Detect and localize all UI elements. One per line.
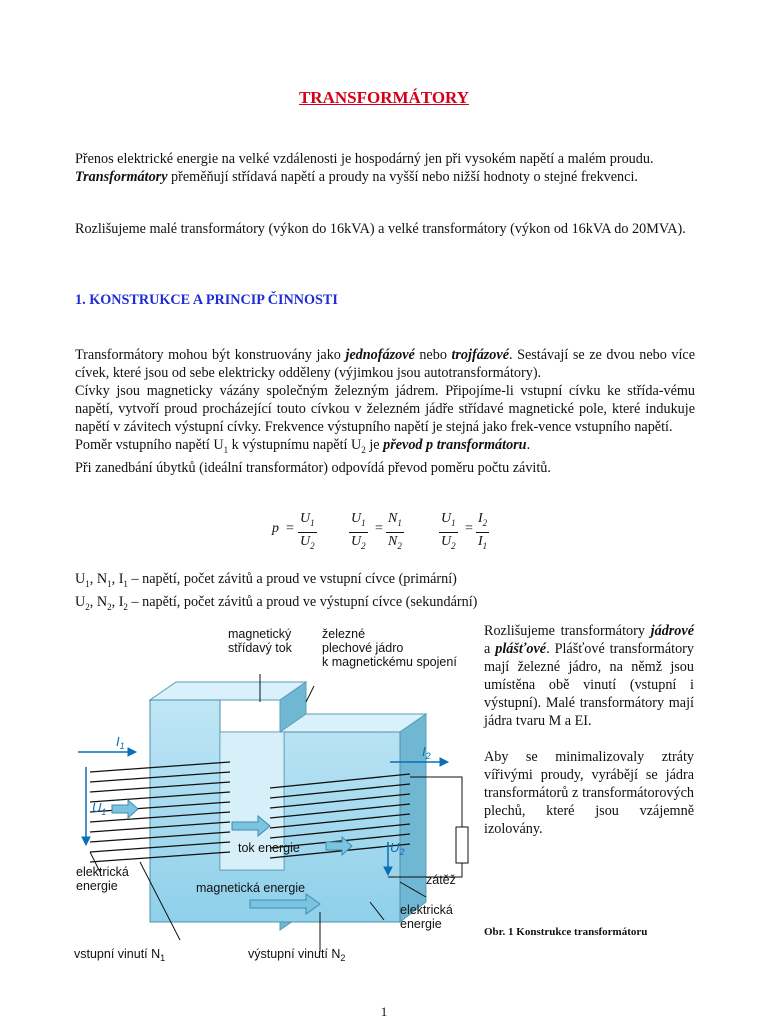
formula-eq-3: = — [465, 521, 473, 536]
intro-text-2-rest: přeměňují střídavá napětí a proudy na vyšší nebo nižší hodnoty o stejné frekvenci. — [167, 169, 638, 185]
intro-paragraph-1 — [75, 150, 695, 186]
formula-p: p — [272, 521, 279, 536]
legend-secondary: $U_2$, $N_2$, $I_2$ – napětí, počet závitů a proud ve výstupní cívce (sekundární) — [75, 593, 478, 612]
s1-l3-a: Poměr vstupního napětí U — [75, 437, 224, 453]
label-i2-text: I — [422, 744, 426, 759]
label-vystupni-text: výstupní vinutí N — [248, 947, 341, 961]
section1-line-3 — [75, 436, 695, 459]
frac-sub: 1 — [397, 517, 402, 528]
label-vystupni-vinuti — [248, 947, 345, 963]
side-paragraph-1 — [484, 622, 694, 730]
frac-sub: 2 — [482, 517, 488, 528]
intro-text-3: Rozlišujeme malé transformátory (výkon do 16kVA) a velké transformátory (výkon od 16kVA do 20MVA). — [75, 221, 686, 237]
formula-eq-2: = — [375, 521, 383, 536]
lg-i: I — [118, 593, 124, 610]
lg-sub: 2 — [123, 601, 128, 612]
label-plechove-jadro: plechové jádro — [322, 641, 404, 655]
side-p1-c: . Plášťové transformátory mají železné jádro, na němž jsou umístěna obě vinutí (vstupní i výstupní). Malé transformátory mají jádra tvaru M a EI. — [484, 641, 694, 729]
side-p1-b: a — [484, 641, 496, 657]
label-tok-energie: tok energie — [238, 841, 300, 855]
label-elektricka-in: elektrická — [76, 865, 129, 879]
variable-legend — [75, 570, 695, 616]
frac-var: U — [351, 511, 362, 526]
lg-sub: 1 — [123, 578, 128, 589]
label-vystupni-sub: 2 — [340, 953, 346, 963]
frac-var: N — [388, 511, 398, 526]
label-zelezne: železné — [322, 627, 366, 641]
side-paragraph-2: Aby se minimalizovaly ztráty vířivými proudy, vyrábějí se jádra transformátorů z transformátorových plechů, které jsou vzájemně izolovány. — [484, 749, 694, 837]
s1-text-a: Transformátory mohou být konstruovány jako — [75, 347, 346, 363]
lg-sub: 1 — [107, 578, 112, 589]
label-elektricka-out: elektrická — [400, 903, 453, 917]
side-text — [484, 622, 694, 838]
frac-var: I — [478, 511, 483, 526]
lg-sub: 2 — [107, 601, 112, 612]
label-u2-sub: 2 — [399, 847, 405, 857]
frac-var: U — [441, 533, 452, 549]
label-magneticky: magnetický — [228, 627, 292, 641]
label-energie-in: energie — [76, 879, 118, 893]
label-k-magnetickemu-spojeni: k magnetickému spojení — [322, 655, 457, 669]
lg-sub: 2 — [85, 601, 90, 612]
fraction-i2-i1 — [476, 510, 489, 555]
frac-var: I — [478, 533, 483, 549]
intro-text-2 — [75, 168, 695, 186]
label-i1-sub: 1 — [119, 741, 125, 751]
term-jadrove: jádrové — [650, 623, 694, 639]
frac-sub: 2 — [361, 540, 366, 551]
lg-u: U — [75, 571, 86, 587]
load-resistor — [456, 827, 468, 863]
lg-n: N — [96, 571, 108, 587]
frac-sub: 1 — [482, 540, 488, 551]
label-u1-text: U — [92, 800, 102, 815]
fraction-u1-u2-a — [298, 510, 317, 555]
frac-var: U — [300, 511, 311, 526]
fraction-u1-u2-b — [349, 510, 368, 555]
s1-text-c: . Sestávají se ze dvou nebo více cívek, které jsou od sebe elektricky odděleny (výjimkou jsou autotransformátory). — [75, 347, 696, 381]
intro-text-1: Přenos elektrické energie na velké vzdálenosti je hospodárný jen při vysokém napětí a malém proudu. — [75, 151, 654, 167]
lg-i: I — [118, 571, 124, 587]
lg-text-2: – napětí, počet závitů a proud ve výstupní cívce (sekundární) — [127, 593, 478, 610]
core-top-left — [150, 682, 306, 700]
s1-l3-d: . — [526, 437, 531, 453]
fraction-u1-u2-c — [439, 510, 458, 555]
term-trojfazove: trojfázové — [451, 347, 509, 363]
label-vstupni-vinuti — [74, 947, 165, 963]
term-transformatory: Transformátory — [75, 169, 168, 185]
frac-var: U — [441, 511, 452, 526]
label-magneticka-energie: magnetická energie — [196, 881, 306, 895]
label-i1-text: I — [116, 734, 120, 749]
frac-sub: 2 — [310, 540, 315, 551]
label-i2-sub: 2 — [425, 751, 431, 761]
label-stridavy-tok: střídavý tok — [228, 641, 292, 655]
section1-body — [75, 346, 695, 477]
section1-line-4: Při zanedbání úbytků (ideální transformátor) odpovídá převod poměru počtu závitů. — [75, 459, 551, 476]
lg-n: N — [96, 593, 108, 610]
label-energie-out: energie — [400, 917, 442, 931]
s1-text-b: nebo — [414, 347, 452, 363]
fraction-n1-n2 — [386, 510, 404, 555]
frac-sub: 2 — [397, 540, 402, 551]
frac-var: N — [388, 533, 398, 549]
lg-text-1: – napětí, počet závitů a proud ve vstupní cívce (primární) — [127, 571, 457, 587]
label-u2-text: U — [390, 840, 400, 855]
s1-l3-b: k výstupnímu napětí U — [228, 437, 362, 453]
section1-line-2: Cívky jsou magneticky vázány společným železným jádrem. Připojíme-li vstupní cívku ke střída-vému napětí, vytvoří proud procházející touto cívkou v železném jádře střídavé magnetické pole, které indukuje napětí v závitech výstupní cívky. Frekvence výstupního napětí je stejná jako frek-vence vstupního napětí. — [75, 383, 695, 435]
frac-sub: 2 — [451, 540, 456, 551]
label-u1-sub: 1 — [101, 807, 107, 817]
figure-caption: Obr. 1 Konstrukce transformátoru — [484, 926, 648, 938]
lg-u: U — [75, 593, 86, 610]
section-heading: 1. KONSTRUKCE A PRINCIP ČINNOSTI — [75, 292, 338, 308]
intro-paragraph-3 — [75, 220, 695, 238]
term-prevod: převod p transformátoru — [383, 437, 527, 453]
term-jednofazove: jednofázové — [345, 347, 415, 363]
transformer-diagram — [70, 612, 474, 964]
side-p1-a: Rozlišujeme transformátory — [484, 623, 651, 639]
section1-line-1 — [75, 346, 695, 382]
label-vstupni-sub: 1 — [160, 953, 166, 963]
s1-l3-sub1: 1 — [223, 444, 229, 455]
transformer-ratio-formula — [0, 510, 768, 556]
frac-sub: 1 — [451, 517, 456, 528]
frac-var: U — [351, 533, 362, 549]
frac-sub: 1 — [310, 517, 315, 528]
frac-var: U — [300, 533, 311, 549]
label-vstupni-text: vstupní vinutí N — [74, 947, 161, 961]
s1-l3-c: je — [365, 437, 384, 453]
lg-sub: 1 — [85, 578, 90, 589]
legend-primary: $U_1$, $N_1$, $I_1$ – napětí, počet závitů a proud ve vstupní cívce (primární) — [75, 571, 457, 589]
label-zatez: zátěž — [426, 873, 456, 887]
page-number: 1 — [380, 1004, 388, 1019]
term-plastove: plášťové — [495, 641, 547, 657]
formula-eq-1: = — [286, 521, 294, 536]
page-title: TRANSFORMÁTORY — [298, 88, 470, 107]
s1-l3-sub2: 2 — [361, 444, 366, 455]
frac-sub: 1 — [361, 517, 366, 528]
